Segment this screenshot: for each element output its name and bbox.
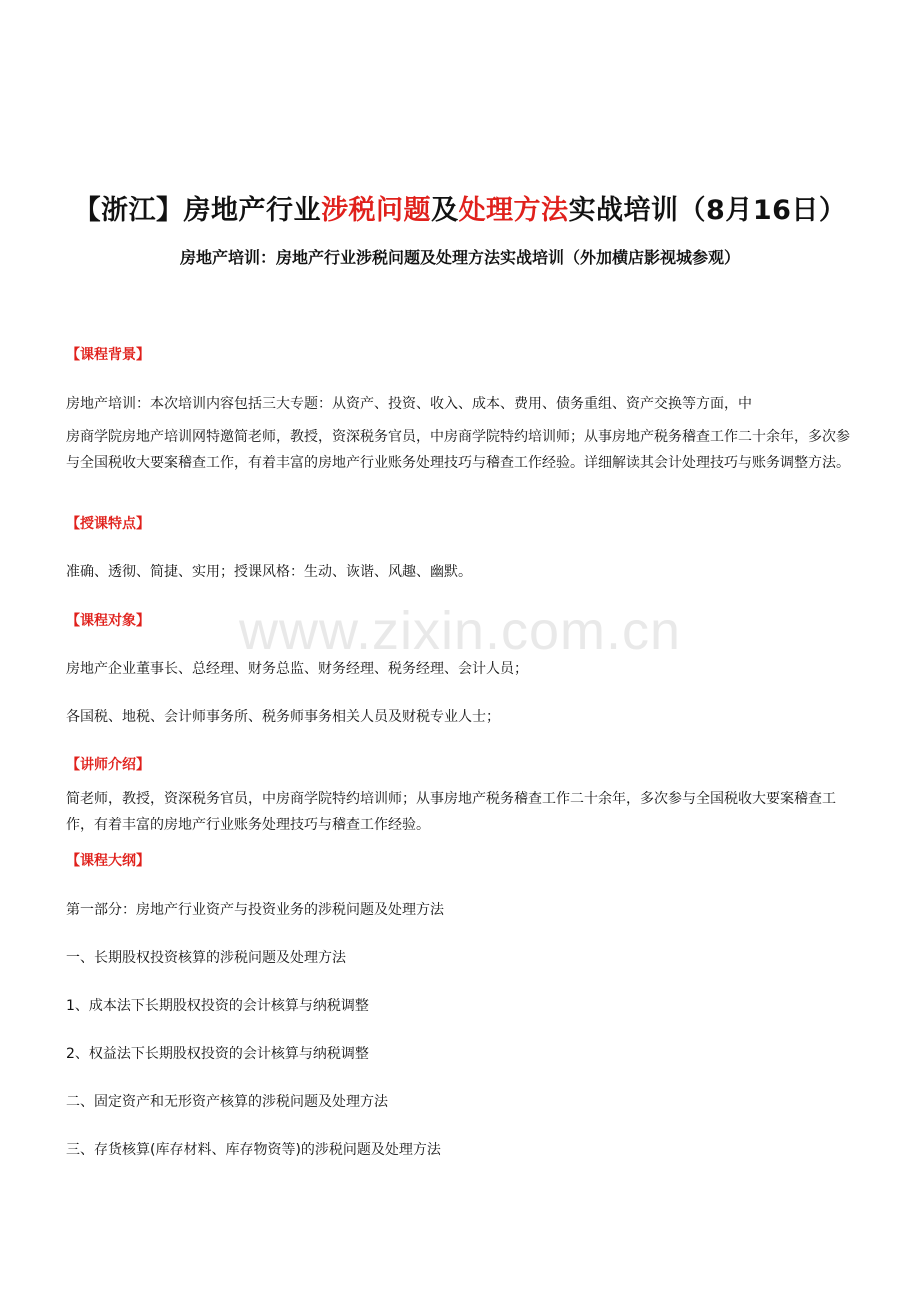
features-text: 准确、透彻、简捷、实用；授课风格：生动、诙谐、风趣、幽默。	[66, 564, 472, 580]
title-part-3: 及	[431, 195, 459, 226]
title-part-2: 涉税问题	[321, 195, 432, 226]
watermark: www.zixin.com.cn	[238, 601, 682, 661]
lecturer-paragraph: 简老师，教授，资深税务官员，中房商学院特约培训师；从事房地产税务稽查工作二十余年，多次参与全国税收大要案稽查工作，有着丰富的房地产行业账务处理技巧与稽查工作经验。	[66, 791, 836, 833]
audience-line-1: 房地产企业董事长、总经理、财务总监、财务经理、税务经理、会计人员；	[66, 661, 528, 677]
outline-item: 二、固定资产和无形资产核算的涉税问题及处理方法	[66, 1094, 388, 1110]
heading-outline: 【课程大纲】	[66, 853, 150, 869]
heading-lecturer: 【讲师介绍】	[66, 757, 150, 773]
title-part-4: 处理方法	[458, 195, 569, 226]
page-subtitle: 房地产培训：房地产行业涉税问题及处理方法实战培训（外加横店影视城参观）	[179, 248, 740, 267]
heading-background: 【课程背景】	[66, 347, 150, 363]
heading-audience: 【课程对象】	[66, 613, 150, 629]
audience-line-2: 各国税、地税、会计师事务所、税务师事务相关人员及财税专业人士；	[66, 709, 500, 725]
outline-item: 第一部分：房地产行业资产与投资业务的涉税问题及处理方法	[66, 902, 444, 918]
background-line-1: 房地产培训：本次培训内容包括三大专题：从资产、投资、收入、成本、费用、债务重组、资产交换等方面，中	[66, 396, 752, 412]
background-paragraph: 房商学院房地产培训网特邀简老师，教授，资深税务官员，中房商学院特约培训师；从事房地产税务稽查工作二十余年，多次参与全国税收大要案稽查工作，有着丰富的房地产行业账务处理技巧与稽查工作经验。详细解读其会计处理技巧与账务调整方法。	[66, 429, 850, 471]
outline-item: 1、成本法下长期股权投资的会计核算与纳税调整	[66, 998, 369, 1014]
page-title	[0, 188, 920, 227]
heading-features: 【授课特点】	[66, 516, 150, 532]
outline-item: 2、权益法下长期股权投资的会计核算与纳税调整	[66, 1046, 369, 1062]
title-part-1: 【浙江】房地产行业	[73, 195, 322, 226]
outline-item: 三、存货核算(库存材料、库存物资等)的涉税问题及处理方法	[66, 1142, 441, 1158]
outline-item: 一、长期股权投资核算的涉税问题及处理方法	[66, 950, 346, 966]
title-part-5: 实战培训（8月16日）	[568, 195, 847, 226]
